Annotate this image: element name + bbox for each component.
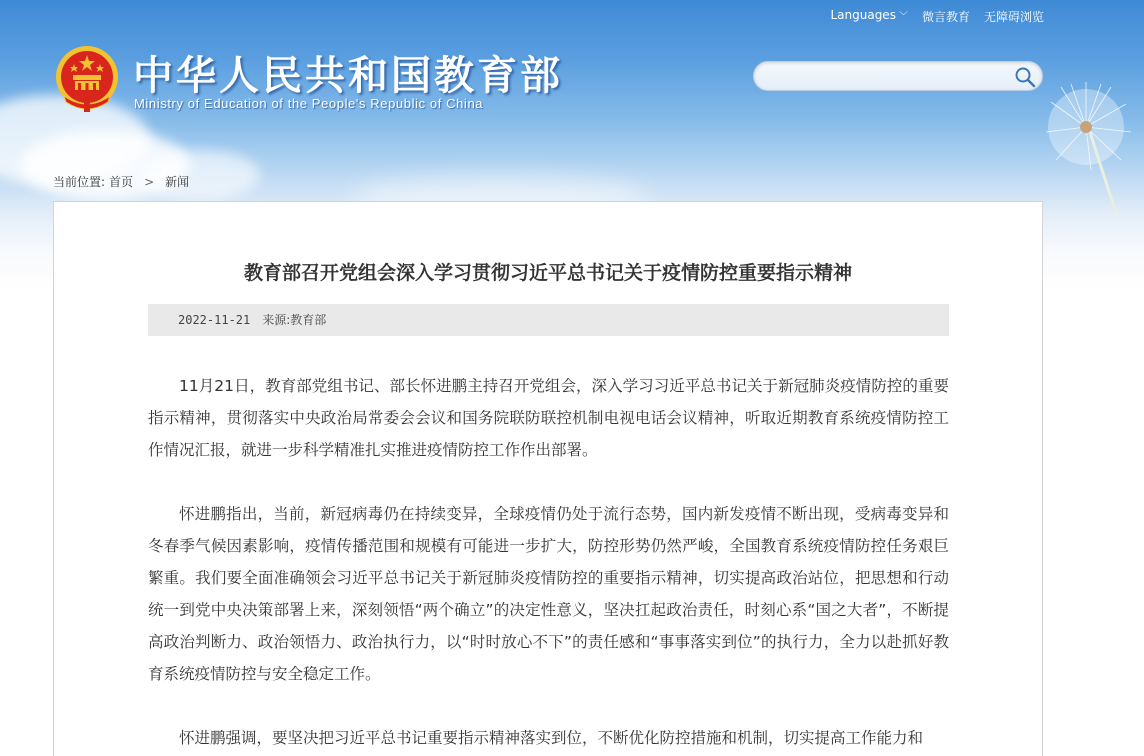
article-paragraph: 怀进鹏指出，当前，新冠病毒仍在持续变异，全球疫情仍处于流行态势，国内新发疫情不断出现，受病毒变异和冬春季气候因素影响，疫情传播范围和规模有可能进一步扩大，防控形势仍然严峻，全国教育系统疫情防控任务艰巨繁重。我们要全面准确领会习近平总书记关于新冠肺炎疫情防控的重要指示精神，切实提高政治站位，把思想和行动统一到党中央决策部署上来，深刻领悟“两个确立”的决定性意义，坚决扛起政治责任，时刻心系“国之大者”，不断提高政治判断力、政治领悟力、政治执行力，以“时时放心不下”的责任感和“事事落实到位”的执行力，全力以赴抓好教育系统疫情防控与安全稳定工作。 (148, 505, 949, 683)
national-emblem-icon[interactable] (54, 44, 120, 114)
weibo-link[interactable]: 微言教育 (921, 10, 970, 24)
article-meta-bar (148, 304, 949, 336)
chevron-right-icon: > (144, 174, 155, 189)
article-panel (53, 201, 1043, 756)
article-paragraph: 11月21日，教育部党组书记、部长怀进鹏主持召开党组会，深入学习习近平总书记关于新冠肺炎疫情防控的重要指示精神，贯彻落实中央政治局常委会会议和国务院联防联控机制电视电话会议精神，听取近期教育系统疫情防控工作情况汇报，就进一步科学精准扎实推进疫情防控工作作出部署。 (148, 377, 949, 459)
breadcrumb-news-link[interactable]: 新闻 (165, 175, 190, 189)
site-title[interactable]: 中华人民共和国教育部 (133, 52, 563, 99)
site-subtitle: Ministry of Education of the People's Republic of China (134, 96, 484, 111)
search-icon[interactable] (1014, 66, 1036, 88)
search-input[interactable] (768, 67, 1008, 87)
top-links (830, 8, 1044, 25)
breadcrumb (53, 173, 189, 190)
breadcrumb-label: 当前位置: (53, 175, 106, 189)
article-paragraph: 怀进鹏强调，要坚决把习近平总书记重要指示精神落实到位，不断优化防控措施和机制，切实提高工作能力和 (179, 729, 924, 747)
breadcrumb-home-link[interactable]: 首页 (109, 175, 134, 189)
chevron-down-icon: ﹀ (898, 12, 908, 22)
languages-dropdown[interactable] (830, 8, 908, 25)
languages-label: Languages (830, 8, 896, 22)
article-source: 来源:教育部 (262, 313, 327, 327)
article-date: 2022-11-21 (178, 313, 251, 327)
article-content (148, 370, 949, 756)
article-title: 教育部召开党组会深入学习贯彻习近平总书记关于疫情防控重要指示精神 (243, 262, 852, 284)
accessible-browsing-link[interactable]: 无障碍浏览 (983, 10, 1044, 24)
dandelion-decoration (1046, 82, 1144, 212)
search-box (753, 61, 1043, 91)
